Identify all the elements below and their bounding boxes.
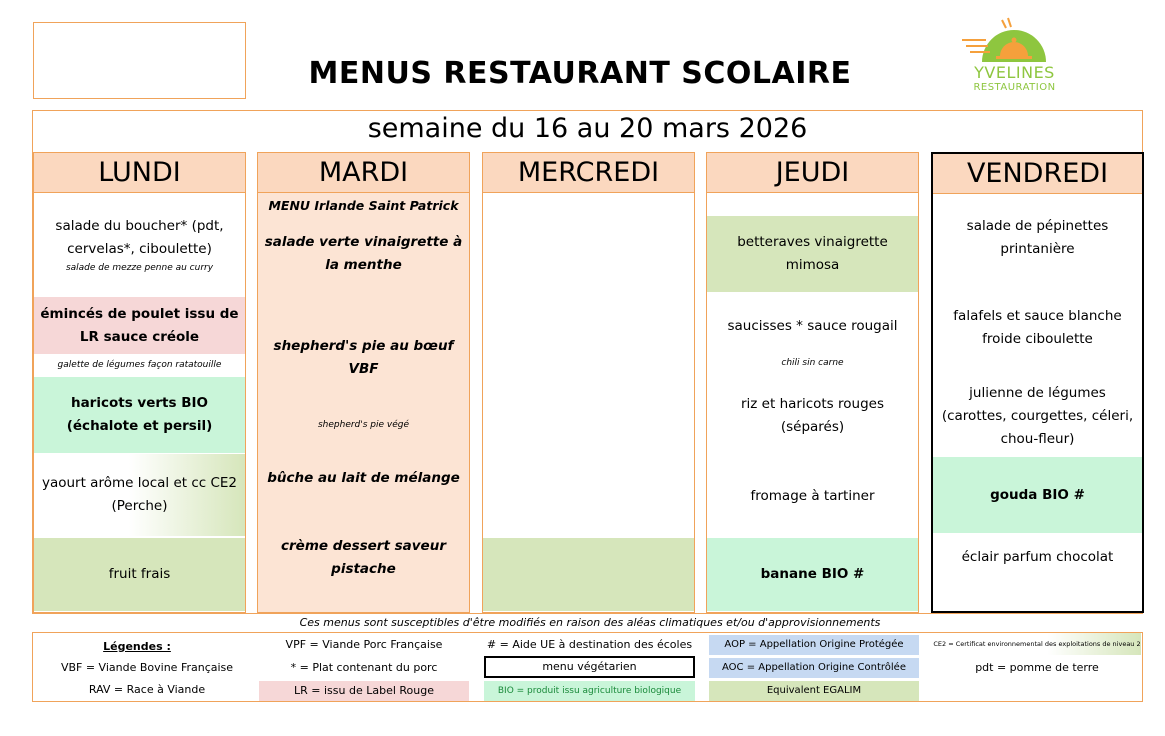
- legend-box: [32, 632, 1143, 702]
- menu-item: salade de pépinettes printanière: [966, 218, 1109, 257]
- legend-vegetarien: menu végétarien: [484, 656, 695, 678]
- menu-item: salade du boucher* (pdt, cervelas*, ciboulette): [55, 217, 224, 257]
- menu-item-alt: chili sin carne: [781, 358, 844, 368]
- dessert-cell: [933, 544, 1142, 570]
- menu-item: bûche au lait de mélange: [267, 469, 460, 486]
- garniture-cell: [707, 391, 918, 441]
- legend-vpf: VPF = Viande Porc Française: [285, 638, 443, 651]
- day-header: MARDI: [258, 153, 469, 193]
- plat-cell: [933, 302, 1142, 354]
- page-title: MENUS RESTAURANT SCOLAIRE: [308, 56, 852, 91]
- entree-cell: [34, 195, 245, 294]
- menu-item: fruit frais: [108, 566, 171, 582]
- menu-item: saucisses * sauce rougail: [727, 317, 898, 334]
- plat-cell: [258, 333, 469, 383]
- day-header: MERCREDI: [483, 153, 694, 193]
- menu-item: shepherd's pie au bœuf VBF: [273, 338, 454, 377]
- day-header: JEUDI: [707, 153, 918, 193]
- menu-item: éclair parfum chocolat: [961, 548, 1114, 565]
- menu-item: gouda BIO #: [990, 486, 1085, 503]
- blank-header-box: [33, 22, 246, 99]
- laitage-cell: [258, 458, 469, 498]
- menu-item: betteraves vinaigrette mimosa: [737, 234, 888, 273]
- day-column-jeudi: [706, 152, 919, 613]
- day-column-lundi: [33, 152, 246, 613]
- plat-cell: [707, 313, 918, 339]
- legend-lr: LR = issu de Label Rouge: [259, 681, 469, 701]
- theme-cell: [258, 194, 469, 216]
- menu-item: haricots verts BIO (échalote et persil): [66, 395, 213, 434]
- legend-aoc: AOC = Appellation Origine Contrôlée: [709, 658, 919, 678]
- garniture-cell: [34, 377, 245, 453]
- menu-item-alt: galette de légumes façon ratatouille: [57, 360, 222, 370]
- garniture-cell: [933, 384, 1142, 447]
- menu-item: julienne de légumes (carottes, courgettes, céleri, chou-fleur): [941, 384, 1134, 447]
- cloche-icon: [952, 16, 1077, 66]
- menu-item: yaourt arôme local et cc CE2 (Perche): [41, 475, 238, 514]
- menu-item-alt: salade de mezze penne au curry: [65, 262, 214, 273]
- yvelines-restauration-logo: [952, 16, 1077, 96]
- legend-egalim: Equivalent EGALIM: [709, 681, 919, 701]
- legend-title: Légendes :: [103, 640, 171, 653]
- disclaimer-note: Ces menus sont susceptibles d'être modifiés en raison des aléas climatiques et/ou d'approvisionnements: [299, 616, 881, 629]
- legend-ce2: CE2 = Certificat environnemental des exploitations de niveau 2: [933, 633, 1141, 655]
- dessert-cell: [258, 533, 469, 583]
- legend-porc: * = Plat contenant du porc: [290, 661, 438, 674]
- laitage-cell: [707, 481, 918, 511]
- day-header: VENDREDI: [933, 154, 1142, 194]
- day-header: LUNDI: [34, 153, 245, 193]
- menu-item: crème dessert saveur pistache: [281, 538, 446, 577]
- legend-aop: AOP = Appellation Origine Protégée: [709, 635, 919, 655]
- entree-cell: [933, 212, 1142, 264]
- entree-cell: [707, 216, 918, 292]
- menu-item: banane BIO #: [760, 566, 865, 582]
- legend-pdt: pdt = pomme de terre: [975, 661, 1099, 674]
- legend-bio: BIO = produit issu agriculture biologique: [484, 681, 695, 701]
- day-column-vendredi: [931, 152, 1144, 613]
- week-title: semaine du 16 au 20 mars 2026: [367, 113, 808, 144]
- menu-item: riz et haricots rouges (séparés): [741, 396, 884, 435]
- plat-cell: [34, 297, 245, 354]
- entree-cell: [258, 219, 469, 289]
- menu-theme: MENU Irlande Saint Patrick: [268, 197, 459, 213]
- menu-item: falafels et sauce blanche froide ciboulette: [953, 308, 1122, 347]
- laitage-cell: [34, 454, 245, 536]
- legend-ue: # = Aide UE à destination des écoles: [486, 638, 693, 651]
- dessert-cell: [34, 538, 245, 611]
- logo-subtext: RESTAURATION: [973, 82, 1056, 93]
- laitage-cell: [933, 457, 1142, 533]
- dessert-cell: [483, 538, 694, 611]
- menu-item-alt: shepherd's pie végé: [317, 420, 410, 430]
- day-column-mardi: [257, 152, 470, 613]
- plat-alt-cell: [707, 353, 918, 373]
- legend-vbf: VBF = Viande Bovine Française: [60, 661, 234, 674]
- menu-item: émincés de poulet issu de LR sauce créole: [40, 305, 239, 345]
- dessert-cell: [707, 538, 918, 611]
- menu-item: salade verte vinaigrette à la menthe: [264, 234, 463, 273]
- plat-alt-cell: [258, 413, 469, 437]
- menu-item: fromage à tartiner: [750, 487, 875, 504]
- logo-text: YVELINES: [974, 63, 1055, 82]
- day-column-mercredi: [482, 152, 695, 613]
- plat-alt-cell: [34, 354, 245, 376]
- legend-rav: RAV = Race à Viande: [88, 683, 206, 696]
